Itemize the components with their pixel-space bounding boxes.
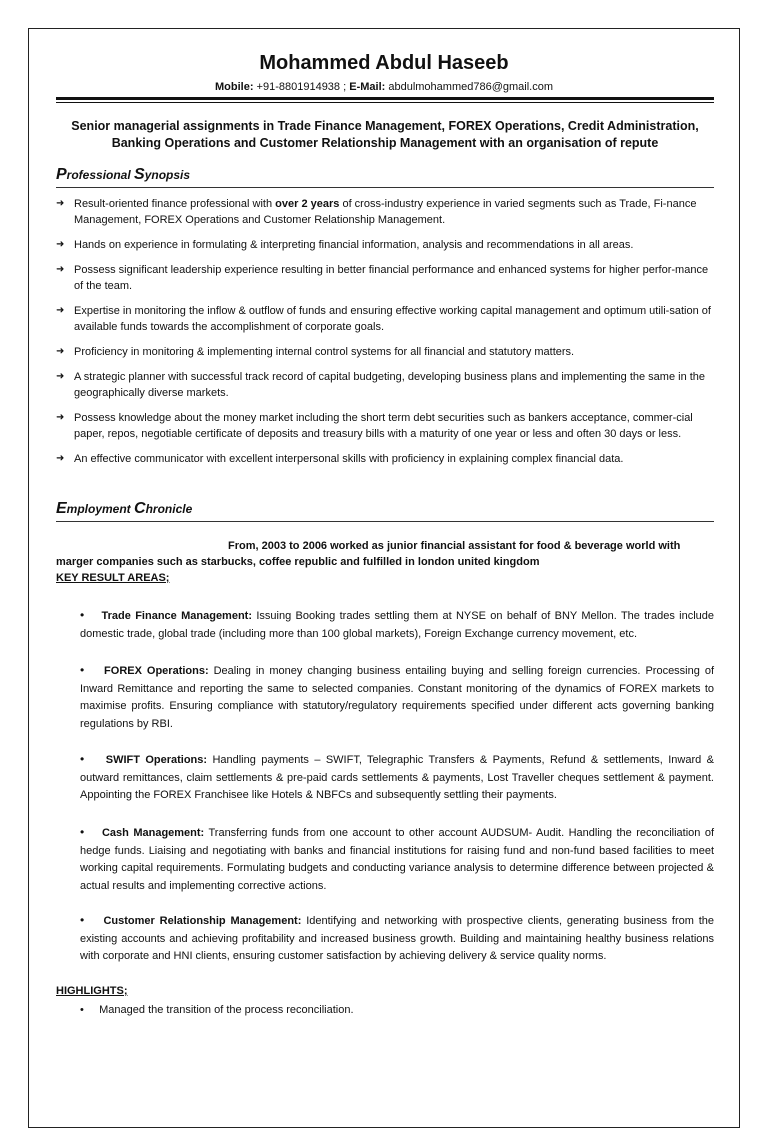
synopsis-item (56, 369, 714, 401)
header-rule-thin (56, 102, 714, 103)
synopsis-list (56, 196, 714, 467)
key-result-areas-label: KEY RESULT AREAS; (56, 572, 170, 584)
header-rule-thick (56, 97, 714, 100)
arrow-bullet-icon: ➜ (56, 305, 65, 316)
synopsis-cap-s: S (134, 166, 145, 183)
synopsis-item (56, 344, 714, 360)
arrow-bullet-icon: ➜ (56, 412, 65, 423)
kra-item-forex (80, 662, 714, 733)
synopsis-text: Possess significant leadership experience resulting in better financial performance and enhanced systems for higher perfor-mance of the team. (74, 264, 709, 292)
synopsis-text: Hands on experience in formulating & interpreting financial information, analysis and recommendations in all areas. (74, 239, 634, 251)
employment-intro-line-2: marger companies such as starbucks, coffee republic and fulfilled in london united kingdom (56, 556, 540, 568)
synopsis-title-part1: rofessional (66, 168, 135, 182)
kra-text: Identifying and networking with prospective clients, generating business from the existing accounts and achieving profitability and increased business growth. Building and maintaining healthy business relations with corporate and HNI clients, ensuring customer satisfaction by achieving delivery & service quality norms. (80, 915, 714, 962)
employment-title-part2: hronicle (145, 502, 193, 516)
kra-title: Customer Relationship Management: (103, 915, 302, 927)
synopsis-text: Possess knowledge about the money market including the short term debt securities such as bankers acceptance, commer-cial paper, repos, negotiable certificate of deposits and treasury bills with a maturity of one year or less and often 30 days or less. (74, 412, 693, 440)
kra-title: Trade Finance Management: (101, 610, 253, 622)
email-label: E-Mail: (349, 81, 386, 93)
arrow-bullet-icon: ➜ (56, 346, 65, 357)
kra-title: FOREX Operations: (104, 665, 209, 677)
candidate-name: Mohammed Abdul Haseeb (259, 52, 509, 74)
highlight-item (80, 1002, 714, 1018)
highlights-label: HIGHLIGHTS; (56, 985, 128, 997)
synopsis-item (56, 303, 714, 335)
career-objective (56, 118, 714, 152)
synopsis-text: Expertise in monitoring the inflow & outflow of funds and ensuring effective working capital management and optimum utili-sation of available funds towards the accomplishment of corporate goals. (74, 305, 711, 333)
objective-line-1: Senior managerial assignments in Trade Finance Management, FOREX Operations, Credit Administration, (71, 119, 699, 133)
mobile-label: Mobile: (214, 81, 254, 93)
section-title-employment (56, 500, 714, 522)
bullet-dot-icon: • (80, 663, 85, 677)
bullet-dot-icon: • (80, 752, 85, 766)
kra-title: Cash Management: (101, 827, 205, 839)
arrow-bullet-icon: ➜ (56, 264, 65, 275)
employment-title-part1: mployment (66, 502, 135, 516)
kra-item-crm (80, 912, 714, 966)
bullet-dot-icon: • (80, 608, 85, 622)
arrow-bullet-icon: ➜ (56, 198, 65, 209)
employment-cap-e: E (56, 500, 67, 517)
kra-item-swift (80, 751, 714, 805)
email-address: abdulmohammed786@gmail.com (388, 81, 553, 93)
synopsis-item (56, 262, 714, 294)
bullet-dot-icon: • (80, 1004, 84, 1016)
highlight-text: Managed the transition of the process reconciliation. (99, 1004, 354, 1016)
kra-text: Transferring funds from one account to other account AUDSUM- Audit. Handling the reconciliation of hedge funds. Liaising and negotiating with banks and financial institutions for raising fund and non-fund based facilities to meet working capital requirements. Formulating budgets and conducting variance analysis to determine difference between projected & actual results and implementing corrective actions. (80, 827, 715, 892)
synopsis-bold: over 2 years (275, 198, 340, 210)
bullet-dot-icon: • (80, 825, 85, 839)
arrow-bullet-icon: ➜ (56, 371, 65, 382)
kra-text: Issuing Booking trades settling them at NYSE on behalf of BNY Mellon. The trades include domestic trade, global trade (including more than 100 global markets), Foreign Exchange currency movement, etc. (80, 610, 715, 640)
kra-text: Handling payments – SWIFT, Telegraphic Transfers & Payments, Refund & settlements, Inward & outward remittances, claim settlements & pre-paid cards settlements & payments, Lost Traveller cheques settlement & payment. Appointing the FOREX Franchisee like Hotels & NBFCs and subsequently settling their payments. (80, 754, 714, 801)
section-title-synopsis (56, 166, 714, 188)
bullet-dot-icon: • (80, 913, 85, 927)
mobile-number: +91-8801914938 ; (256, 81, 347, 93)
synopsis-item (56, 237, 714, 253)
kra-item-trade-finance (80, 607, 714, 643)
synopsis-item (56, 410, 714, 442)
employment-intro (56, 538, 714, 586)
synopsis-text: Result-oriented finance professional with (74, 198, 276, 210)
contact-line (0, 81, 768, 93)
employment-intro-line-1: From, 2003 to 2006 worked as junior financial assistant for food & beverage world with (228, 540, 681, 552)
synopsis-item (56, 451, 714, 467)
synopsis-item (56, 196, 714, 228)
synopsis-title-part2: ynopsis (144, 168, 191, 182)
synopsis-text: A strategic planner with successful track record of capital budgeting, developing business plans and implementing the same in the geographically diverse markets. (74, 371, 706, 399)
synopsis-text: Proficiency in monitoring & implementing internal control systems for all financial and statutory matters. (74, 346, 575, 358)
kra-text: Dealing in money changing business entailing buying and selling foreign currencies. Processing of Inward Remittance and reporting the same to selected companies. Constant monitoring of the dynamics of FOREX markets to maximise profits. Ensuring compliance with statutory/regulatory requirements specified under different acts governing banking regulations by RBI. (80, 665, 714, 730)
kra-item-cash-management (80, 824, 714, 895)
kra-title: SWIFT Operations: (105, 754, 208, 766)
arrow-bullet-icon: ➜ (56, 239, 65, 250)
synopsis-text: An effective communicator with excellent interpersonal skills with proficiency in explaining complex financial data. (74, 453, 624, 465)
objective-line-2: Banking Operations and Customer Relationship Management with an organisation of repute (111, 136, 659, 150)
synopsis-text: of cross-industry experience in varied segments such as Trade, Fi-nance Management, FOREX Operations and Customer Relationship Management. (74, 198, 697, 226)
arrow-bullet-icon: ➜ (56, 453, 65, 464)
synopsis-cap-p: P (56, 166, 67, 183)
employment-cap-c: C (134, 500, 146, 517)
